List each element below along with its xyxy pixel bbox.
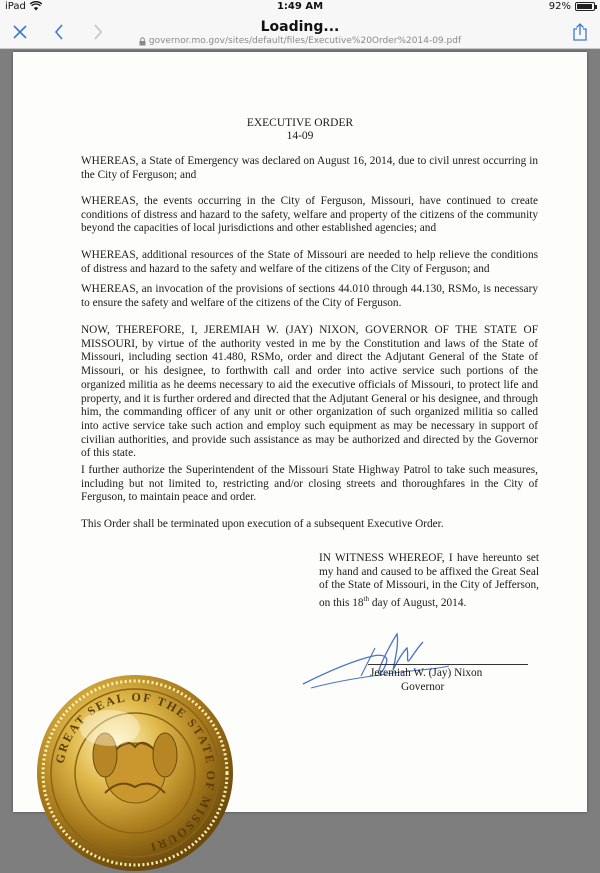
signer-name: Jeremiah W. (Jay) Nixon: [370, 667, 483, 679]
page-title: Loading...: [260, 19, 340, 35]
witness-text: IN WITNESS WHEREOF, I have hereunto set my hand and caused to be affixed the Great Seal of the State of Missouri, in the City of Jefferson, on this 18: [319, 552, 539, 609]
browser-toolbar: [0, 15, 600, 49]
great-seal: [35, 673, 235, 873]
paragraph-7: This Order shall be terminated upon execution of a subsequent Executive Order.: [81, 518, 444, 530]
url-bar[interactable]: [0, 36, 600, 46]
device-label: iPad: [5, 1, 26, 12]
status-right: [549, 1, 595, 12]
lock-icon: [139, 37, 146, 46]
status-bar: [0, 0, 600, 15]
url-text: governor.mo.gov/sites/default/files/Executive%20Order%2014-09.pdf: [148, 36, 462, 46]
seal-text: GREAT SEAL OF THE STATE OF MISSOURI: [52, 689, 219, 855]
clock: 1:49 AM: [276, 1, 324, 12]
paragraph-1: WHEREAS, a State of Emergency was declared on August 16, 2014, due to civil unrest occurring in the City of Ferguson; and: [81, 155, 538, 181]
battery-fill: [577, 4, 592, 9]
witness-clause: [319, 552, 539, 611]
document-heading: EXECUTIVE ORDER: [246, 117, 354, 129]
paragraph-5: NOW, THEREFORE, I, JEREMIAH W. (JAY) NIXON, GOVERNOR OF THE STATE OF MISSOURI, by virtue of the authority vested in me by the Constitution and laws of the State of Missouri, including section 41.480, RSMo, order and direct the Adjutant General of the State of Missouri, or his designee, to forthwith call and order into active service such portions of the organized militia as he deems necessary to aid the executive officials of Missouri, to protect life and property, and it is further ordered and directed that the Adjutant General or his designee, and through him, the commanding officer of any unit or other organization of such organized militia so called into active service take such action and employ such equipment as may be necessary in support of civilian authorities, and provide such assistance as may be authorized and directed by the Governor of this state.: [81, 324, 538, 460]
signer-title: Governor: [401, 681, 445, 693]
share-button[interactable]: [566, 18, 594, 46]
battery-percent: 92%: [548, 1, 571, 12]
battery-icon: [575, 2, 595, 11]
paragraph-6: I further authorize the Superintendent of the Missouri State Highway Patrol to take such measures, including but not limited to, restricting and/or closing streets and thoroughfares in the City of Ferguson, to maintain peace and order.: [81, 464, 538, 504]
witness-date: day of August, 2014.: [369, 596, 467, 609]
signature-line: [368, 664, 528, 665]
paragraph-3: WHEREAS, additional resources of the State of Missouri are needed to help relieve the conditions of distress and hazard to the safety and welfare of the citizens of the City of Ferguson; and: [81, 249, 538, 275]
order-number: 14-09: [286, 130, 314, 142]
paragraph-4: WHEREAS, an invocation of the provisions of sections 44.010 through 44.130, RSMo, is necessary to ensure the safety and welfare of the citizens of the City of Ferguson.: [81, 283, 538, 309]
share-icon: [572, 23, 588, 41]
paragraph-2: WHEREAS, the events occurring in the City of Ferguson, Missouri, have continued to create conditions of distress and hazard to the safety, welfare and property of the citizens of the community beyond the capacities of local jurisdictions and other established agencies; and: [81, 195, 538, 235]
witness-superscript: th: [363, 595, 370, 604]
pdf-page: [13, 52, 587, 855]
